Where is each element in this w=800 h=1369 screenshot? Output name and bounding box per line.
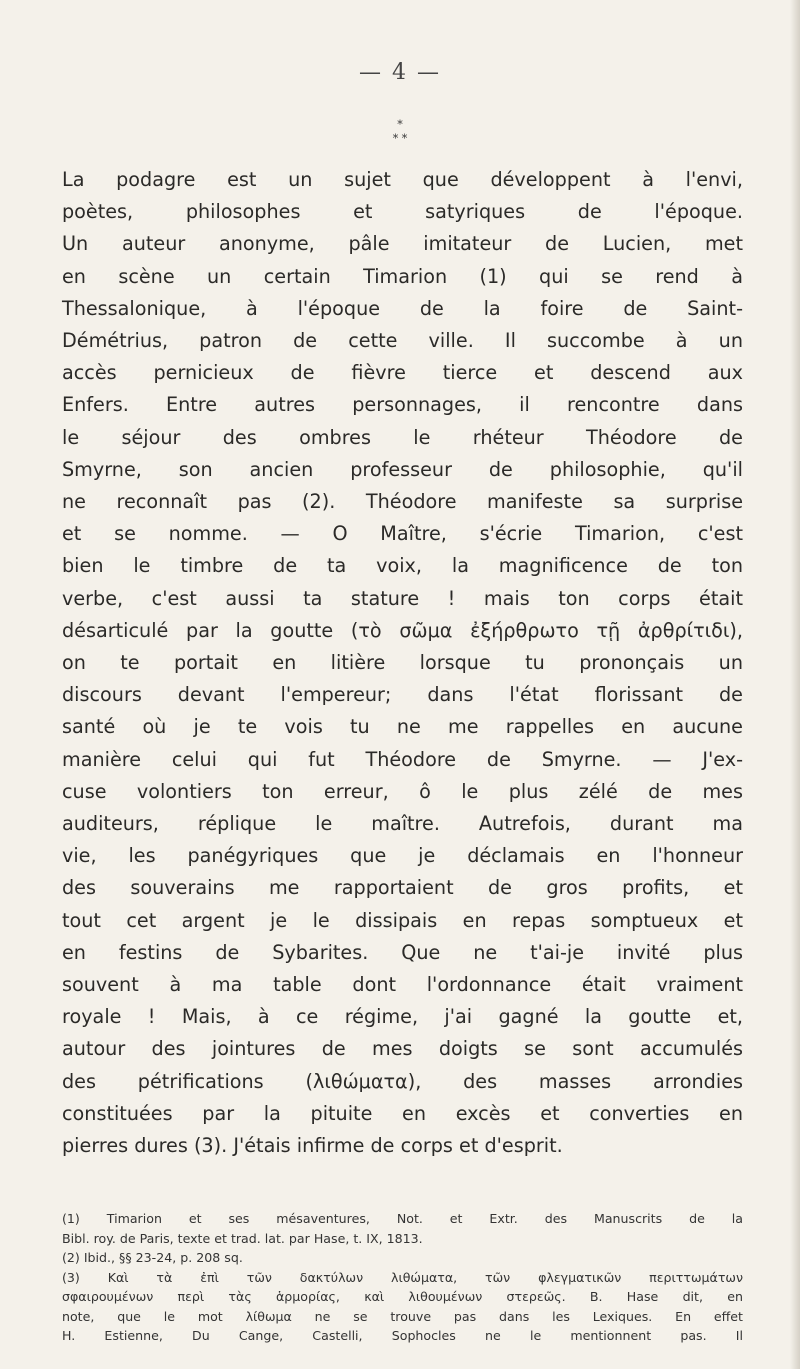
ornament-top-star: *: [397, 118, 403, 131]
text-line: souvent à ma table dont l'ordonnance était vraiment: [62, 973, 743, 997]
footnote-line: (3) Καὶ τὰ ἐπὶ τῶν δακτύλων λιθώματα, τῶν φλεγματικῶν περιττωμάτων: [62, 1269, 743, 1285]
text-line: Démétrius, patron de cette ville. Il succombe à un: [62, 329, 743, 353]
text-line: ne reconnaît pas (2). Théodore manifeste sa surprise: [62, 490, 743, 514]
text-line: on te portait en litière lorsque tu prononçais un: [62, 651, 743, 675]
text-line: des souverains me rapportaient de gros profits, et: [62, 876, 743, 900]
text-line: tout cet argent je le dissipais en repas somptueux et: [62, 908, 743, 932]
text-line: discours devant l'empereur; dans l'état florissant de: [62, 683, 743, 707]
text-line: Smyrne, son ancien professeur de philosophie, qu'il: [62, 457, 743, 481]
text-line: pierres dures (3). J'étais infirme de corps et d'esprit.: [62, 1134, 563, 1158]
text-line: en scène un certain Timarion (1) qui se rend à: [62, 264, 743, 288]
footnote-line: Bibl. roy. de Paris, texte et trad. lat. par Hase, t. IX, 1813.: [62, 1230, 423, 1246]
text-line: et se nomme. — O Maître, s'écrie Timarion, c'est: [62, 522, 743, 546]
page-edge-shadow: [790, 0, 800, 1369]
text-line: royale ! Mais, à ce régime, j'ai gagné la goutte et,: [62, 1005, 743, 1029]
text-line: Enfers. Entre autres personnages, il rencontre dans: [62, 393, 743, 417]
footnote-line: note, que le mot λίθωμα ne se trouve pas dans les Lexiques. En effet: [62, 1308, 743, 1324]
text-line: bien le timbre de ta voix, la magnificence de ton: [62, 554, 743, 578]
text-line: accès pernicieux de fièvre tierce et descend aux: [62, 361, 743, 385]
footnote-line: σφαιρουμένων περὶ τὰς ἁρμορίας, καὶ λιθουμένων στερεῶς. B. Hase dit, en: [62, 1289, 743, 1304]
text-line: auditeurs, réplique le maître. Autrefois, durant ma: [62, 812, 743, 836]
text-line: en festins de Sybarites. Que ne t'ai-je invité plus: [62, 940, 743, 964]
text-line: La podagre est un sujet que développent à l'envi,: [62, 168, 743, 191]
text-line: Un auteur anonyme, pâle imitateur de Lucien, met: [62, 232, 743, 256]
footnote-line: (2) Ibid., §§ 23-24, p. 208 sq.: [62, 1250, 243, 1265]
text-line: autour des jointures de mes doigts se sont accumulés: [62, 1037, 743, 1061]
text-line: manière celui qui fut Théodore de Smyrne. — J'ex-: [62, 747, 743, 771]
text-line: Thessalonique, à l'époque de la foire de Saint-: [62, 296, 743, 320]
text-line: santé où je te vois tu ne me rappelles en aucune: [62, 715, 743, 739]
text-line: vie, les panégyriques que je déclamais en l'honneur: [62, 844, 743, 868]
text-line: poètes, philosophes et satyriques de l'époque.: [62, 200, 743, 224]
text-line: cuse volontiers ton erreur, ô le plus zélé de mes: [62, 779, 743, 803]
text-line: constituées par la pituite en excès et converties en: [62, 1101, 743, 1125]
footnote-line: H. Estienne, Du Cange, Castelli, Sophocles ne le mentionnent pas. Il: [62, 1328, 743, 1343]
text-line: des pétrifications (λιθώματα), des masses arrondies: [62, 1069, 743, 1093]
asterism-ornament: [0, 118, 800, 146]
main-text: [62, 164, 743, 1162]
page-number: — 4 —: [359, 60, 441, 85]
text-line: le séjour des ombres le rhéteur Théodore de: [62, 425, 743, 449]
text-line: désarticulé par la goutte (τὸ σῶμα ἐξήρθρωτο τῇ ἀρθρίτιδι),: [62, 618, 743, 642]
footnote-line: (1) Timarion et ses mésaventures, Not. et Extr. des Manuscrits de la: [62, 1211, 743, 1226]
ornament-bottom-stars: * *: [392, 132, 408, 145]
footnotes: [62, 1209, 743, 1346]
text-line: verbe, c'est aussi ta stature ! mais ton corps était: [62, 586, 743, 610]
